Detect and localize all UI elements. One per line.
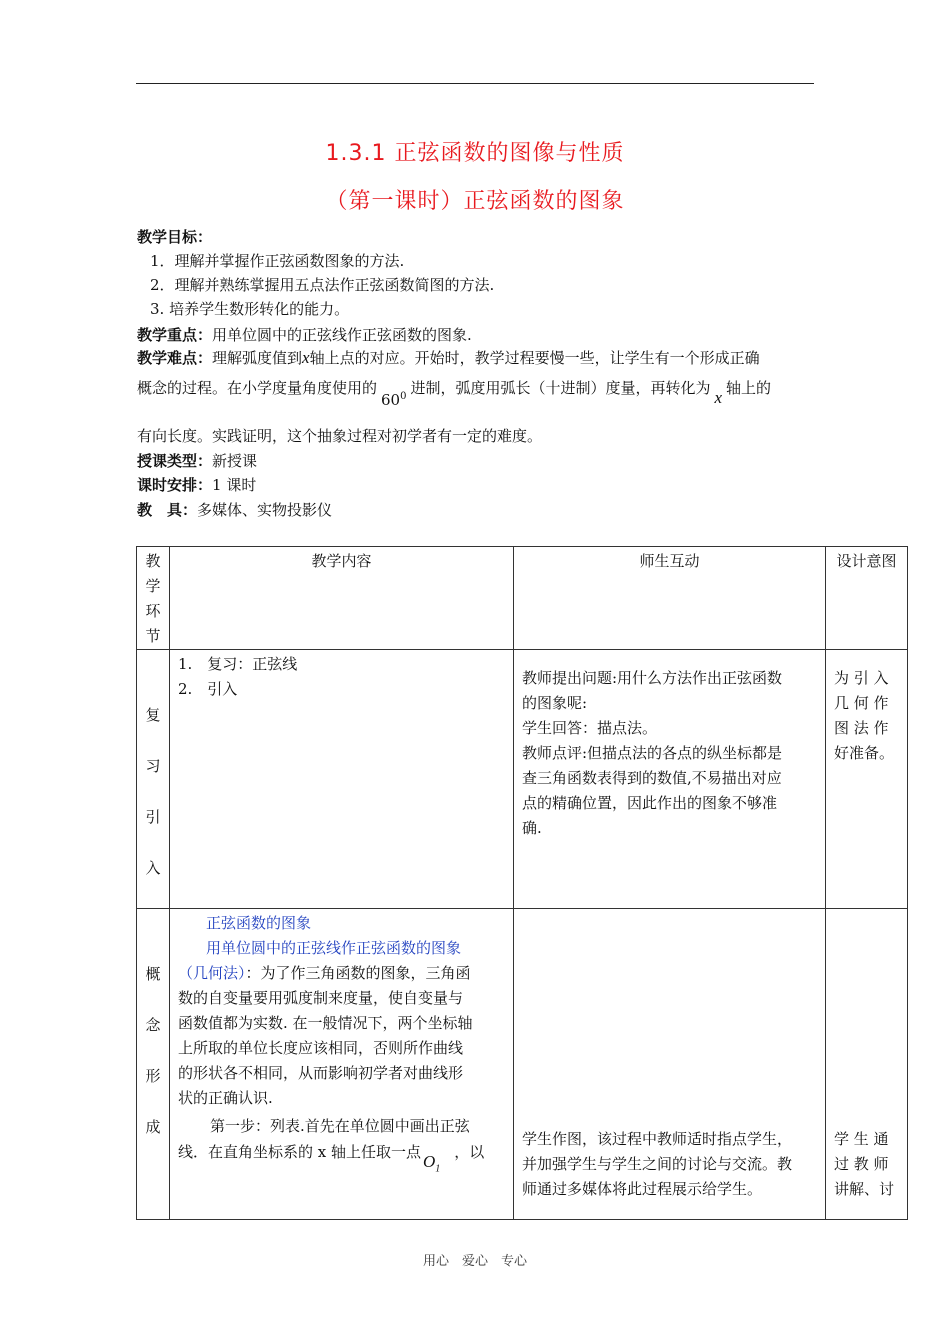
hours-label: 课时安排： xyxy=(137,476,213,494)
list-item: 1. 复习：正弦线 xyxy=(178,655,298,673)
text-line: 点的精确位置，因此作出的图象不够准 xyxy=(522,794,778,812)
text-line: 的图象呢: xyxy=(522,694,588,712)
header-stage-char: 学 xyxy=(145,577,161,595)
stage-char: 引 xyxy=(145,808,161,826)
tools-label: 教 具： xyxy=(137,501,198,519)
stage-char: 概 xyxy=(145,965,161,983)
text-line: 学生回答：描点法。 xyxy=(522,719,658,737)
difficulty-text-d: 进制，弧度用弧长（十进制）度量，再转化为 xyxy=(410,379,711,397)
difficulty-line-3: 有向长度。实践证明，这个抽象过程对初学者有一定的难度。 xyxy=(137,427,543,445)
text-line: 并加强学生与学生之间的讨论与交流。教 xyxy=(522,1155,793,1173)
header-intent: 设计意图 xyxy=(826,547,908,650)
tools-text: 多媒体、实物投影仪 xyxy=(197,501,333,519)
difficulty-line-2 xyxy=(137,374,817,409)
type-label: 授课类型： xyxy=(137,452,213,470)
type-text: 新授课 xyxy=(212,452,258,470)
goal-item-2: 2．理解并熟练掌握用五点法作正弦函数简图的方法. xyxy=(150,276,495,294)
text-line: 图 法 作 xyxy=(834,719,889,737)
text-line: 学 生 通 xyxy=(834,1130,889,1148)
hours-text: 1 课时 xyxy=(212,476,257,494)
lesson-type xyxy=(137,450,817,472)
content-review xyxy=(170,650,514,909)
text-line: 师通过多媒体将此过程展示给学生。 xyxy=(522,1180,763,1198)
stage-char: 成 xyxy=(145,1118,161,1136)
goal-item-3: 3. 培养学生数形转化的能力。 xyxy=(150,300,350,318)
table-header-row xyxy=(137,547,908,650)
text-line: 查三角函数表得到的数值,不易描出对应 xyxy=(522,769,782,787)
text-line: 状的正确认识. xyxy=(178,1089,273,1107)
goal-item-1: 1．理解并掌握作正弦函数图象的方法. xyxy=(150,252,405,270)
text-line: ，以 xyxy=(454,1143,485,1161)
text-line: 确. xyxy=(522,819,542,837)
text-line: ：为了作三角函数的图象，三角函 xyxy=(245,964,471,982)
stage-char: 复 xyxy=(145,706,161,724)
o1-symbol xyxy=(423,1152,441,1175)
difficulty-text-e: 轴上的 xyxy=(726,379,772,397)
key-text: 用单位圆中的正弦线作正弦函数的图象. xyxy=(212,326,472,344)
method-label: （几何法） xyxy=(178,964,246,982)
table-row xyxy=(137,909,908,1220)
list-item: 2. 引入 xyxy=(178,680,238,698)
table-row xyxy=(137,650,908,909)
lesson-hours xyxy=(137,474,817,496)
header-rule xyxy=(136,83,814,84)
intent-concept xyxy=(826,909,908,1220)
key-point xyxy=(137,324,817,346)
header-stage-char: 教 xyxy=(145,552,161,570)
difficulty-label: 教学难点： xyxy=(137,349,213,367)
text-line: 讲解、讨 xyxy=(834,1180,895,1198)
text-line: 的形状各不相同，从而影响初学者对曲线形 xyxy=(178,1064,464,1082)
page-subtitle: （第一课时）正弦函数的图象 xyxy=(325,189,625,214)
text-line: 过 教 师 xyxy=(834,1155,889,1173)
x-symbol: x xyxy=(302,348,310,367)
text-line: 教师点评:但描点法的各点的纵坐标都是 xyxy=(522,744,783,762)
header-interaction: 师生互动 xyxy=(514,547,826,650)
lesson-table xyxy=(136,546,908,1220)
stage-review xyxy=(137,650,170,909)
page-footer: 用心 爱心 专心 xyxy=(422,1254,527,1269)
stage-char: 入 xyxy=(145,859,161,877)
text-line: 为 引 入 xyxy=(834,669,889,687)
degree-zero: 0 xyxy=(400,391,407,402)
page-title: 1.3.1 正弦函数的图像与性质 xyxy=(325,141,625,166)
stage-char: 习 xyxy=(145,757,161,775)
stage-char: 形 xyxy=(145,1067,161,1085)
difficulty-text-a: 理解弧度值到 xyxy=(212,349,303,367)
intent-review xyxy=(826,650,908,909)
header-content: 教学内容 xyxy=(170,547,514,650)
text-line: 教师提出问题:用什么方法作出正弦函数 xyxy=(522,669,783,687)
goals-label: 教学目标： xyxy=(137,228,213,246)
sixty-number: 60 xyxy=(381,391,401,409)
text-line: 数的自变量要用弧度制来度量，使自变量与 xyxy=(178,989,464,1007)
text-line: 好准备。 xyxy=(834,744,895,762)
lesson-tools xyxy=(137,499,817,521)
key-label: 教学重点： xyxy=(137,326,213,344)
sixty-degree-symbol xyxy=(381,386,406,411)
method-heading: 用单位圆中的正弦线作正弦函数的图象 xyxy=(206,939,462,957)
text-line: 线．在直角坐标系的 x 轴上任取一点 xyxy=(178,1143,421,1161)
interaction-review xyxy=(514,650,826,909)
stage-concept xyxy=(137,909,170,1220)
text-line: 学生作图，该过程中教师适时指点学生， xyxy=(522,1130,793,1148)
header-stage xyxy=(137,547,170,650)
o-subscript: 1 xyxy=(435,1163,441,1175)
difficulty-line-1 xyxy=(137,347,817,369)
o-letter: O xyxy=(423,1152,436,1171)
difficulty-text-b: 轴上点的对应。开始时，教学过程要慢一些，让学生有一个形成正确 xyxy=(309,349,760,367)
content-concept xyxy=(170,909,514,1220)
x-symbol-2: x xyxy=(714,388,723,407)
stage-char: 念 xyxy=(145,1016,161,1034)
section-heading: 正弦函数的图象 xyxy=(206,914,312,932)
header-stage-char: 节 xyxy=(145,627,161,645)
difficulty-text-c: 概念的过程。在小学度量角度使用的 xyxy=(137,379,378,397)
text-line: 函数值都为实数. 在一般情况下，两个坐标轴 xyxy=(178,1014,473,1032)
step-one-line: 第一步：列表.首先在单位圆中画出正弦 xyxy=(210,1117,470,1135)
text-line: 上所取的单位长度应该相同，否则所作曲线 xyxy=(178,1039,464,1057)
text-line: 几 何 作 xyxy=(834,694,889,712)
header-stage-char: 环 xyxy=(145,602,161,620)
step-one-line-2 xyxy=(178,1139,505,1175)
interaction-concept xyxy=(514,909,826,1220)
